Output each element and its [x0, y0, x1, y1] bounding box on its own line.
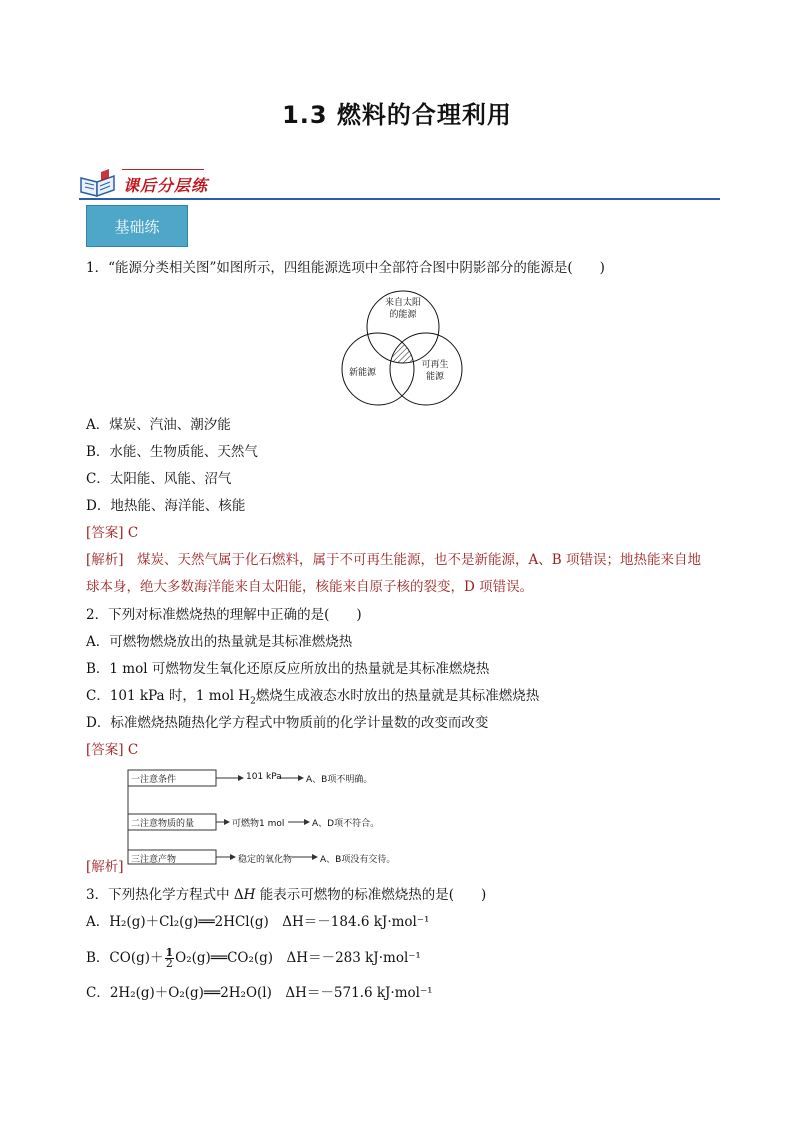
q2-stem: 2．下列对标准燃烧热的理解中正确的是( ) [86, 607, 362, 623]
flow-box-2: 二注意物质的量 [131, 819, 195, 829]
q3-option-a: A．H₂(g)＋Cl₂(g)══2HCl(g) ΔH＝－184.6 kJ·mol⁻¹ [86, 914, 430, 930]
venn-label-right: 可再生 能源 [421, 360, 449, 382]
q1-explanation-line-1: [解析] 煤炭、天然气属于化石燃料，属于不可再生能源，也不是新能源，A、B 项错误；地热能来自地 [86, 552, 702, 568]
q2-option-b: B．1 mol 可燃物发生氧化还原反应所放出的热量就是其标准燃烧热 [86, 661, 490, 677]
flow-step-1-result: A、B项不明确。 [306, 775, 373, 785]
q1-option-b: B．水能、生物质能、天然气 [86, 444, 258, 460]
book-icon [78, 168, 118, 198]
q1-explanation-line-2: 球本身，绝大多数海洋能来自太阳能，核能来自原子核的裂变，D 项错误。 [86, 579, 534, 595]
flow-step-3-condition: 稳定的氧化物 [238, 855, 293, 865]
q2-option-c: C．101 kPa 时，1 mol $H_2$燃烧生成液态水时放出的热量就是其标准燃烧热 [86, 688, 540, 707]
q2-explanation-label: [解析] [86, 859, 124, 875]
venn-label-top: 来自太阳 的能源 [384, 298, 421, 320]
q1-option-a: A．煤炭、汽油、潮汐能 [86, 417, 231, 433]
q1-option-c: C．太阳能、风能、沼气 [86, 471, 232, 487]
q2-option-d: D．标准燃烧热随热化学方程式中物质前的化学计量数的改变而改变 [86, 715, 489, 731]
q1-answer: [答案] C [86, 525, 139, 541]
q1-stem: 1．“能源分类相关图”如图所示，四组能源选项中全部符合图中阴影部分的能源是( ) [86, 260, 605, 276]
banner-top-line [122, 169, 204, 170]
banner-label: 课后分层练 [123, 176, 209, 195]
page-title: 1.3 燃料的合理利用 [282, 101, 512, 129]
fraction-one-half: $\frac{1}{2}$ [165, 946, 174, 970]
flow-step-2-result: A、D项不符合。 [312, 819, 380, 829]
venn-label-left: 新能源 [349, 368, 377, 378]
q2-answer: [答案] C [86, 742, 139, 758]
flow-box-3: 三注意产物 [131, 855, 177, 865]
q3-stem: 3．下列热化学方程式中 ΔH 能表示可燃物的标准燃烧热的是( ) [86, 887, 487, 903]
flow-step-1-condition: 101 kPa [246, 772, 282, 782]
flow-step-2-condition: 可燃物1 mol [232, 819, 285, 829]
q1-option-d: D．地热能、海洋能、核能 [86, 498, 246, 514]
q3-option-b: B．CO(g)＋ $\frac{1}{2}$ O₂(g)══CO₂(g) ΔH＝－283 kJ·mol⁻¹ [86, 946, 421, 970]
section-label-box: 基础练 [86, 205, 188, 247]
flow-box-1: 一注意条件 [131, 775, 177, 785]
banner-underline [79, 198, 720, 200]
q3-option-c: C．2H₂(g)＋O₂(g)══2H₂O(l) ΔH＝－571.6 kJ·mol⁻¹ [86, 985, 433, 1001]
flow-step-3-result: A、B项没有交待。 [320, 855, 396, 865]
q2-option-a: A．可燃物燃烧放出的热量就是其标准燃烧热 [86, 634, 353, 650]
